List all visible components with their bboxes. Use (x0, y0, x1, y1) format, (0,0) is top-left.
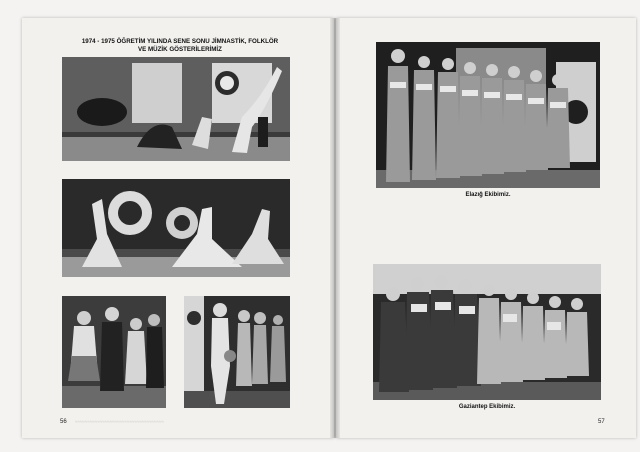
page-number-right: 57 (598, 419, 605, 425)
caption-elazig: Elazığ Ekibimiz. (465, 192, 511, 198)
heading-line-2: VE MÜZİK GÖSTERİLERİMİZ (138, 46, 222, 53)
book-gutter (330, 18, 340, 438)
faint-bleed-through-text: ≈≈≈≈≈≈≈≈≈≈≈≈≈≈≈≈≈≈≈≈≈≈≈≈≈≈≈≈≈≈≈≈≈≈≈≈ (75, 419, 164, 424)
photo-gaziantep-team (373, 264, 601, 400)
photo-gymnastics-stage-2 (62, 179, 290, 277)
page-heading (60, 38, 300, 54)
photo-boys-with-balls (184, 296, 290, 408)
heading-line-1: 1974 - 1975 ÖĞRETİM YILINDA SENE SONU JİMNASTİK, FOLKLÖR (81, 38, 279, 45)
caption-gaziantep: Gaziantep Ekibimiz. (458, 404, 516, 410)
photo-gymnastics-stage-1 (62, 57, 290, 161)
photo-girls-folk-dresses (62, 296, 166, 408)
page-number-left: 56 (60, 419, 67, 425)
photo-elazig-team (376, 42, 600, 188)
